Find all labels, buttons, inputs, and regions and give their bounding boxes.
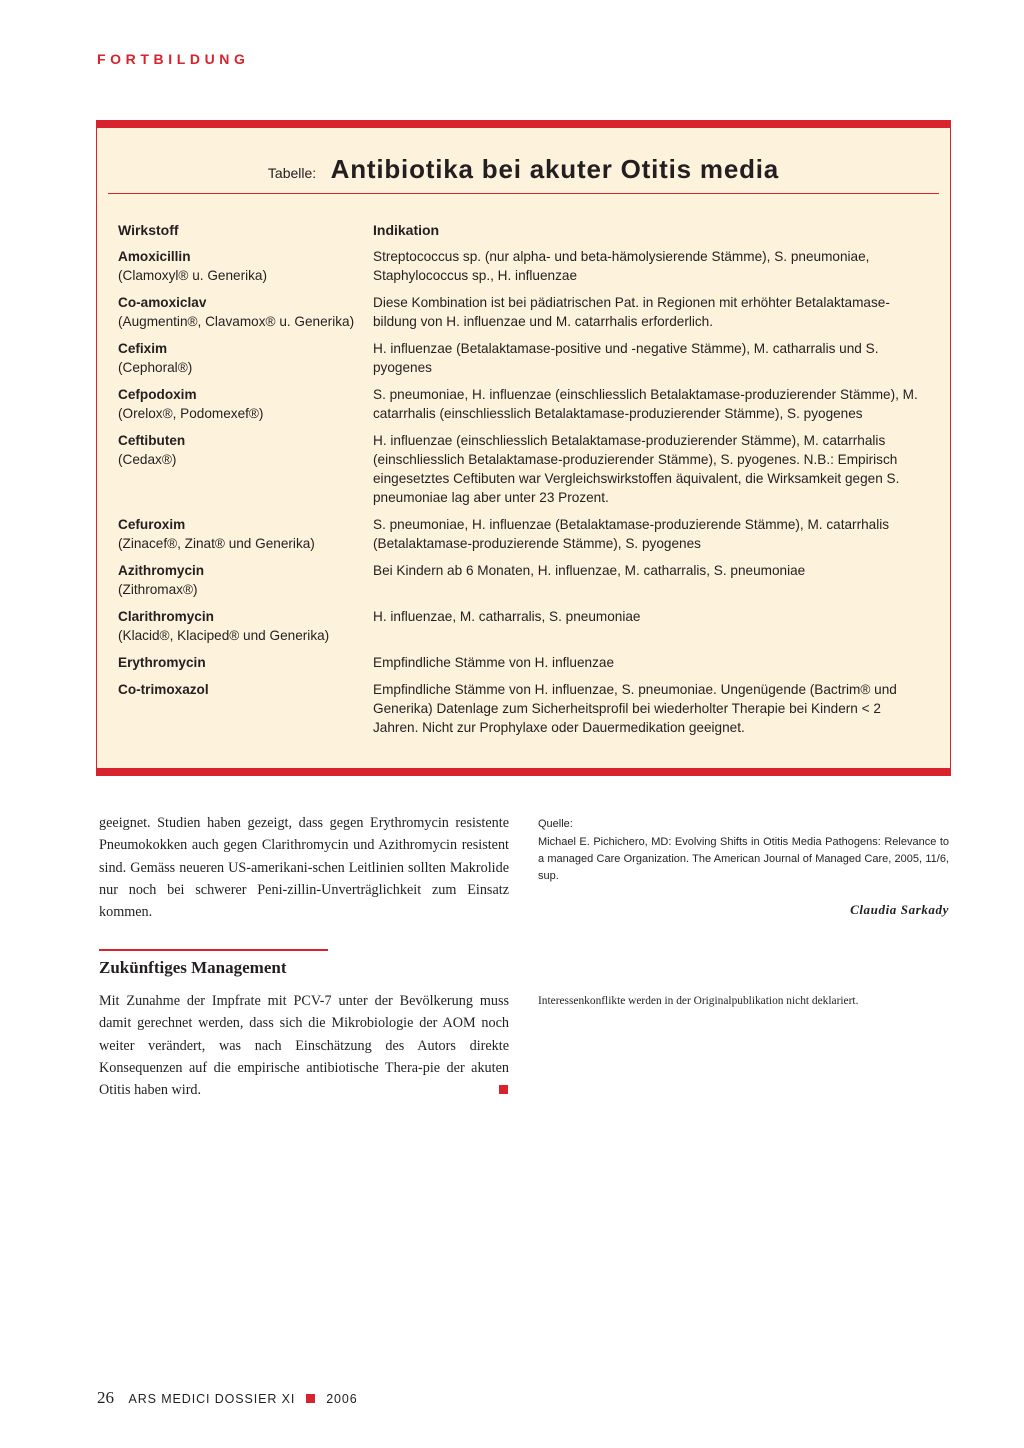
indication-cell: Streptococcus sp. (nur alpha- und beta-hämolysierende Stämme), S. pneumoniae, Staphylococcus sp., H. influenzae — [373, 249, 870, 283]
drug-brands: (Clamoxyl® u. Generika) — [118, 268, 268, 283]
drug-cell — [118, 515, 373, 553]
drug-brands: (Augmentin®, Clavamox® u. Generika) — [118, 314, 355, 329]
drug-name: Cefpodoxim — [118, 387, 197, 402]
drug-name: Amoxicillin — [118, 249, 191, 264]
drug-brands: (Zinacef®, Zinat® und Generika) — [118, 536, 315, 551]
end-of-article-square-icon — [499, 1085, 508, 1094]
indication-cell: S. pneumoniae, H. influenzae (einschliesslich Betalaktamase-produzierender Stämme), M. catarrhalis (einschliesslich Betalaktamase-produzierender Stämme), S. pyogenes — [373, 387, 918, 421]
column-header-indikation: Indikation — [373, 222, 440, 238]
source-label: Quelle: — [538, 818, 573, 830]
table-row — [118, 680, 948, 737]
drug-name: Co-trimoxazol — [118, 682, 209, 697]
drug-cell — [118, 431, 373, 507]
page-footer — [97, 1388, 358, 1408]
indication-cell: Diese Kombination ist bei pädiatrischen Pat. in Regionen mit erhöhter Betalaktamase-bildung von H. influenzae und M. catarrhalis erforderlich. — [373, 295, 890, 329]
antibiotics-table — [96, 120, 951, 776]
table-title: Antibiotika bei akuter Otitis media — [330, 154, 780, 184]
table-row — [118, 653, 948, 672]
table-row — [118, 431, 948, 507]
drug-name: Cefixim — [118, 341, 168, 356]
subheading: Zukünftiges Management — [99, 958, 287, 977]
table-title-row — [97, 154, 950, 185]
subheading-rule — [99, 949, 328, 951]
body-paragraph: Mit Zunahme der Impfrate mit PCV-7 unter der Bevölkerung muss damit gerechnet werden, dass sich die Mikrobiologie der AOM noch weiter verändert, was nach Einschätzung des Autors direkte Konsequenzen auf die empirische antibiotische Thera-pie der akuten Otitis haben wird. — [99, 993, 509, 1099]
source-citation: Michael E. Pichichero, MD: Evolving Shifts in Otitis Media Pathogens: Relevance to a managed Care Organization. The American Journal of Managed Care, 2005, 11/6, sup. — [538, 836, 949, 882]
drug-name: Erythromycin — [118, 655, 206, 670]
drug-cell — [118, 680, 373, 737]
drug-cell — [118, 561, 373, 599]
page-number: 26 — [97, 1388, 114, 1407]
indication-cell: S. pneumoniae, H. influenzae (Betalaktamase-produzierende Stämme), M. catarrhalis (Betalaktamase-produzierende Stämme), S. pyogenes — [373, 517, 890, 551]
table-title-prefix: Tabelle: — [267, 165, 317, 181]
publication-year: 2006 — [326, 1392, 358, 1406]
author-name: Claudia Sarkady — [850, 902, 949, 917]
drug-cell — [118, 293, 373, 331]
drug-cell — [118, 339, 373, 377]
table-row — [118, 339, 948, 377]
drug-brands: (Cephoral®) — [118, 360, 193, 375]
drug-brands: (Cedax®) — [118, 452, 177, 467]
journal-name: ARS MEDICI DOSSIER XI — [128, 1392, 296, 1406]
drug-name: Cefuroxim — [118, 517, 186, 532]
table-row — [118, 561, 948, 599]
table-row — [118, 515, 948, 553]
table-row — [118, 607, 948, 645]
indication-cell: H. influenzae (Betalaktamase-positive und -negative Stämme), M. catharralis und S. pyogenes — [373, 341, 879, 375]
table-row — [118, 247, 948, 285]
conflict-of-interest-note: Interessenkonflikte werden in der Originalpublikation nicht deklariert. — [538, 995, 859, 1007]
table-body — [118, 247, 948, 745]
indication-cell: H. influenzae, M. catharralis, S. pneumoniae — [373, 609, 641, 624]
indication-cell: Bei Kindern ab 6 Monaten, H. influenzae, M. catharralis, S. pneumoniae — [373, 563, 806, 578]
drug-name: Azithromycin — [118, 563, 205, 578]
drug-cell — [118, 653, 373, 672]
table-row — [118, 293, 948, 331]
column-header-wirkstoff: Wirkstoff — [118, 222, 179, 238]
indication-cell: H. influenzae (einschliesslich Betalaktamase-produzierender Stämme), M. catarrhalis (einschliesslich Betalaktamase-produzierender Stämme), S. pyogenes. N.B.: Empirisch eingesetztes Ceftibuten war Vergleichswirkstoffen äquivalent, die Wirksamkeit gegen S. pneumoniae lag aber unter 23 Prozent. — [373, 433, 900, 505]
drug-name: Ceftibuten — [118, 433, 186, 448]
drug-brands: (Orelox®, Podomexef®) — [118, 406, 264, 421]
body-paragraph: geeignet. Studien haben gezeigt, dass gegen Erythromycin resistente Pneumokokken auch gegen Clarithromycin und Azithromycin resistent sind. Gemäss neueren US-amerikani-schen Leitlinien sollten Makrolide nur noch bei schwerer Peni-zillin-Unverträglichkeit zum Einsatz kommen. — [99, 815, 509, 921]
drug-cell — [118, 607, 373, 645]
section-label: FORTBILDUNG — [97, 51, 250, 67]
drug-brands: (Klacid®, Klaciped® und Generika) — [118, 628, 330, 643]
drug-cell — [118, 247, 373, 285]
table-row — [118, 385, 948, 423]
indication-cell: Empfindliche Stämme von H. influenzae — [373, 655, 615, 670]
drug-brands: (Zithromax®) — [118, 582, 198, 597]
drug-cell — [118, 385, 373, 423]
drug-name: Co-amoxiclav — [118, 295, 207, 310]
drug-name: Clarithromycin — [118, 609, 214, 624]
title-divider — [108, 193, 939, 194]
footer-square-icon — [306, 1394, 315, 1403]
indication-cell: Empfindliche Stämme von H. influenzae, S. pneumoniae. Ungenügende (Bactrim® und Generika) Datenlage zum Sicherheitsprofil bei wiederholter Therapie bei Kindern < 2 Jahren. Nicht zur Prophylaxe oder Dauermedikation geeignet. — [373, 682, 897, 735]
